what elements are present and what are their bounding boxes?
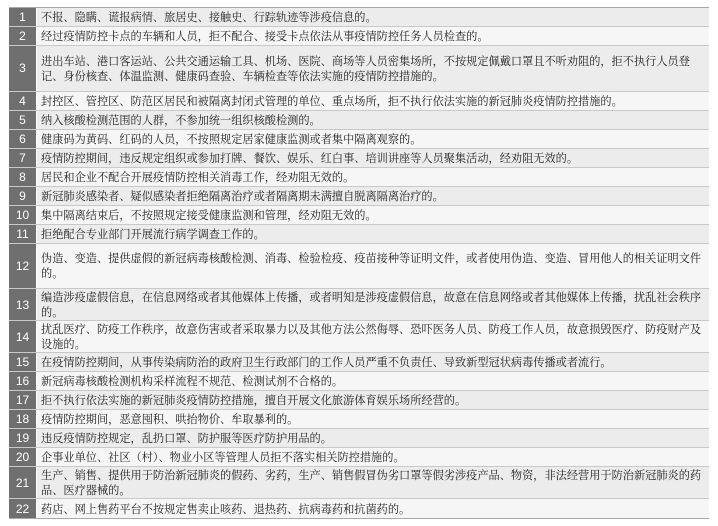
table-row <box>9 321 709 353</box>
row-text: 进出车站、港口客运站、公共交通运输工具、机场、医院、商场等人员密集场所，不按规定佩戴口罩且不听劝阻的，拒不执行人员登记、身份核查、体温监测、健康码查验、车辆检查等依法实施的疫情防控措施的。 <box>37 46 709 91</box>
row-text: 药店、网上售药平台不按规定售卖止咳药、退热药、抗病毒药和抗菌药的。 <box>37 499 709 518</box>
row-text: 生产、销售、提供用于防治新冠肺炎的假药、劣药，生产、销售假冒伪劣口罩等假劣涉疫产品、物资，非法经营用于防治新冠肺炎的药品、医疗器械的。 <box>37 467 709 498</box>
table-row <box>9 353 709 372</box>
row-number: 16 <box>9 372 37 390</box>
row-number: 9 <box>9 187 37 205</box>
row-text: 疫情防控期间，违反规定组织或参加打牌、餐饮、娱乐、红白事、培训讲座等人员聚集活动，经劝阻无效的。 <box>37 149 709 167</box>
row-number: 12 <box>9 244 37 289</box>
row-text: 居民和企业不配合开展疫情防控相关消毒工作，经劝阻无效的。 <box>37 168 709 186</box>
row-number: 4 <box>9 92 37 110</box>
row-number: 20 <box>9 448 37 466</box>
table-row <box>9 187 709 206</box>
table-row <box>9 111 709 130</box>
row-text: 编造涉疫虚假信息，在信息网络或者其他媒体上传播，或者明知是涉疫虚假信息，故意在信息网络或者其他媒体上传播，扰乱社会秩序的。 <box>37 289 709 320</box>
table-row <box>9 130 709 149</box>
table-row <box>9 372 709 391</box>
row-number: 15 <box>9 353 37 371</box>
row-text: 新冠肺炎感染者、疑似感染者拒绝隔离治疗或者隔离期未满擅自脱离隔离治疗的。 <box>37 187 709 205</box>
row-number: 11 <box>9 225 37 243</box>
violations-table <box>9 7 709 519</box>
row-number: 22 <box>9 499 37 518</box>
row-number: 2 <box>9 27 37 45</box>
row-text: 不报、隐瞒、谎报病情、旅居史、接触史、行踪轨迹等涉疫信息的。 <box>37 8 709 26</box>
row-number: 21 <box>9 467 37 498</box>
row-text: 扰乱医疗、防疫工作秩序，故意伤害或者采取暴力以及其他方法公然侮辱、恐吓医务人员、防疫工作人员，故意损毁医疗、防疫财产及设施的。 <box>37 321 709 352</box>
row-text: 纳入核酸检测范围的人群，不参加统一组织核酸检测的。 <box>37 111 709 129</box>
row-text: 新冠病毒核酸检测机构采样流程不规范、检测试剂不合格的。 <box>37 372 709 390</box>
row-number: 6 <box>9 130 37 148</box>
row-number: 3 <box>9 46 37 91</box>
table-row <box>9 391 709 410</box>
table-row <box>9 225 709 244</box>
row-text: 健康码为黄码、红码的人员，不按照规定居家健康监测或者集中隔离观察的。 <box>37 130 709 148</box>
row-text: 拒绝配合专业部门开展流行病学调查工作的。 <box>37 225 709 243</box>
row-number: 7 <box>9 149 37 167</box>
table-row <box>9 149 709 168</box>
row-number: 14 <box>9 321 37 352</box>
row-number: 17 <box>9 391 37 409</box>
table-row <box>9 8 709 27</box>
row-text: 违反疫情防控规定，乱扔口罩、防护服等医疗防护用品的。 <box>37 429 709 447</box>
row-text: 集中隔离结束后，不按照规定接受健康监测和管理，经劝阻无效的。 <box>37 206 709 224</box>
row-number: 1 <box>9 8 37 26</box>
row-text: 拒不执行依法实施的新冠肺炎疫情防控措施，擅自开展文化旅游体育娱乐场所经营的。 <box>37 391 709 409</box>
row-number: 5 <box>9 111 37 129</box>
table-row <box>9 244 709 290</box>
table-row <box>9 289 709 321</box>
row-number: 18 <box>9 410 37 428</box>
row-number: 13 <box>9 289 37 320</box>
table-row <box>9 429 709 448</box>
table-row <box>9 46 709 92</box>
table-row <box>9 168 709 187</box>
row-text: 经过疫情防控卡点的车辆和人员，拒不配合、接受卡点依法从事疫情防控任务人员检查的。 <box>37 27 709 45</box>
row-number: 10 <box>9 206 37 224</box>
table-row <box>9 499 709 518</box>
table-row <box>9 448 709 467</box>
row-text: 疫情防控期间，恶意囤积、哄抬物价、牟取暴利的。 <box>37 410 709 428</box>
table-row <box>9 410 709 429</box>
row-number: 19 <box>9 429 37 447</box>
row-text: 企事业单位、社区（村）、物业小区等管理人员拒不落实相关防控措施的。 <box>37 448 709 466</box>
table-row <box>9 92 709 111</box>
table-row <box>9 27 709 46</box>
table-row <box>9 467 709 499</box>
row-text: 伪造、变造、提供虚假的新冠病毒核酸检测、消毒、检验检疫、疫苗接种等证明文件，或者使用伪造、变造、冒用他人的相关证明文件的。 <box>37 244 709 289</box>
row-text: 在疫情防控期间，从事传染病防治的政府卫生行政部门的工作人员严重不负责任、导致新型冠状病毒传播或者流行。 <box>37 353 709 371</box>
row-text: 封控区、管控区、防范区居民和被隔离封闭式管理的单位、重点场所，拒不执行依法实施的新冠肺炎疫情防控措施的。 <box>37 92 709 110</box>
table-row <box>9 206 709 225</box>
row-number: 8 <box>9 168 37 186</box>
